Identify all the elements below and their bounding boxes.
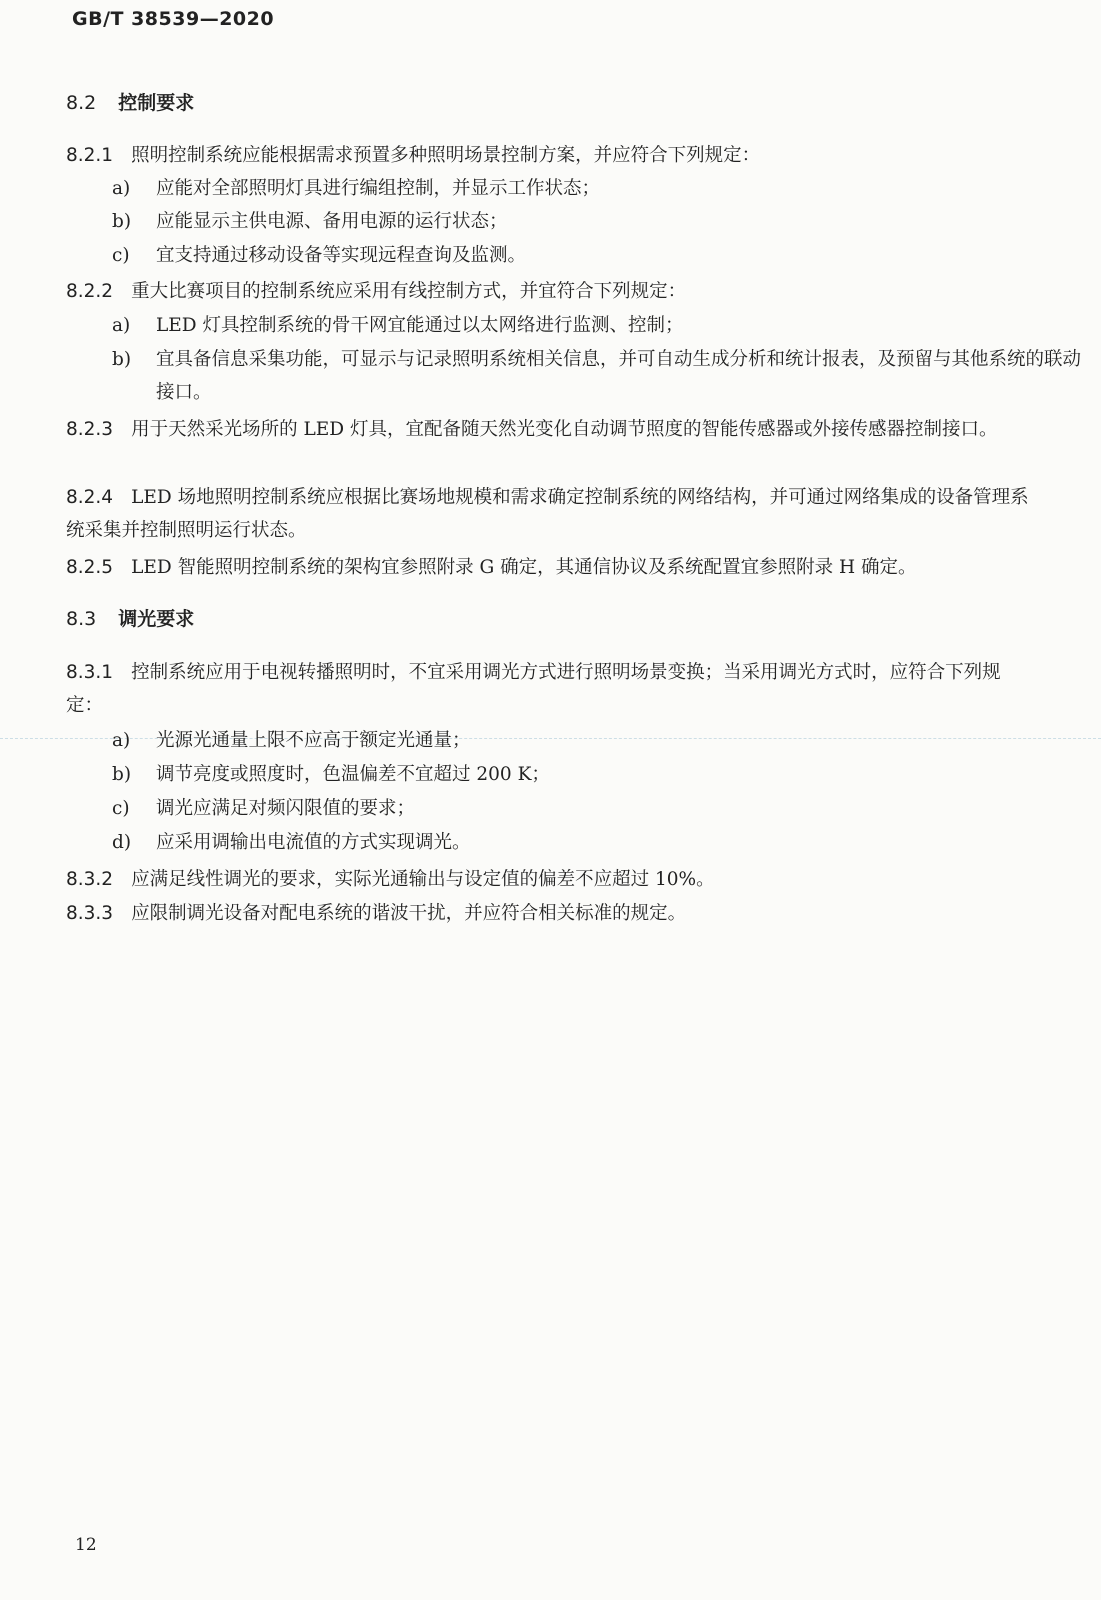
clause-number: 8.3.2: [66, 869, 114, 890]
clause-number: 8.2.4: [66, 487, 114, 508]
list-item: [112, 792, 415, 825]
list-label: a): [112, 315, 131, 336]
section-number: 8.2: [66, 92, 97, 114]
list-text: 应能显示主供电源、备用电源的运行状态；: [156, 211, 508, 232]
list-text: 宜支持通过移动设备等实现远程查询及监测。: [156, 245, 527, 266]
clause-8-2-4: [66, 481, 1036, 547]
list-text: 光源光通量上限不应高于额定光通量；: [156, 730, 471, 751]
list-item: [112, 172, 600, 205]
clause-number: 8.3.1: [66, 662, 114, 683]
clause-text: 应限制调光设备对配电系统的谐波干扰，并应符合相关标准的规定。: [131, 903, 687, 924]
clause-number: 8.2.1: [66, 145, 114, 166]
list-text: LED 灯具控制系统的骨干网宜能通过以太网络进行监测、控制；: [156, 315, 684, 336]
list-text: 应能对全部照明灯具进行编组控制，并显示工作状态；: [156, 178, 601, 199]
clause-number: 8.2.5: [66, 557, 114, 578]
list-label: b): [112, 764, 132, 785]
clause-text: 照明控制系统应能根据需求预置多种照明场景控制方案，并应符合下列规定：: [131, 145, 761, 166]
clause-text: 重大比赛项目的控制系统应采用有线控制方式，并宜符合下列规定：: [131, 281, 687, 302]
clause-8-2-1: [66, 139, 1036, 172]
list-item: [112, 758, 550, 791]
list-label: d): [112, 832, 132, 853]
standard-number: GB/T 38539—2020: [72, 8, 275, 30]
list-text: 调光应满足对频闪限值的要求；: [156, 798, 416, 819]
clause-8-3-3: [66, 897, 1036, 930]
list-text: 应采用调输出电流值的方式实现调光。: [156, 832, 471, 853]
clause-text: 用于天然采光场所的 LED 灯具，宜配备随天然光变化自动调节照度的智能传感器或外接传感器控制接口。: [131, 419, 998, 440]
clause-8-2-2: [66, 275, 1036, 308]
list-item: [112, 826, 471, 859]
clause-8-2-3: [66, 413, 1036, 446]
list-label: a): [112, 730, 131, 751]
clause-8-3-2: [66, 863, 1036, 896]
clause-text: LED 智能照明控制系统的架构宜参照附录 G 确定，其通信协议及系统配置宜参照附录 H 确定。: [131, 557, 917, 578]
list-item: [112, 309, 684, 342]
section-title: 控制要求: [118, 92, 195, 114]
list-label: a): [112, 178, 131, 199]
list-label: c): [112, 245, 130, 266]
clause-number: 8.2.3: [66, 419, 114, 440]
list-text: 宜具备信息采集功能，可显示与记录照明系统相关信息，并可自动生成分析和统计报表，及预留与其他系统的联动接口。: [156, 349, 1082, 403]
list-item: [112, 239, 526, 272]
clause-text: 控制系统应用于电视转播照明时，不宜采用调光方式进行照明场景变换；当采用调光方式时，应符合下列规定：: [66, 662, 1001, 716]
clause-text: LED 场地照明控制系统应根据比赛场地规模和需求确定控制系统的网络结构，并可通过网络集成的设备管理系统采集并控制照明运行状态。: [66, 487, 1029, 541]
clause-text: 应满足线性调光的要求，实际光通输出与设定值的偏差不应超过 10%。: [131, 869, 715, 890]
list-item: [112, 724, 471, 757]
section-number: 8.3: [66, 608, 97, 630]
section-title: 调光要求: [118, 608, 195, 630]
clause-8-2-5: [66, 551, 1036, 584]
section-heading-8-3: [66, 604, 194, 631]
section-heading-8-2: [66, 88, 194, 115]
list-label: c): [112, 798, 130, 819]
list-label: b): [112, 349, 132, 370]
clause-number: 8.2.2: [66, 281, 114, 302]
list-text: 调节亮度或照度时，色温偏差不宜超过 200 K；: [156, 764, 550, 785]
clause-number: 8.3.3: [66, 903, 114, 924]
list-item: [112, 205, 508, 238]
list-item: [112, 343, 1082, 409]
page-number: 12: [75, 1535, 97, 1555]
list-label: b): [112, 211, 132, 232]
clause-8-3-1: [66, 656, 1036, 722]
